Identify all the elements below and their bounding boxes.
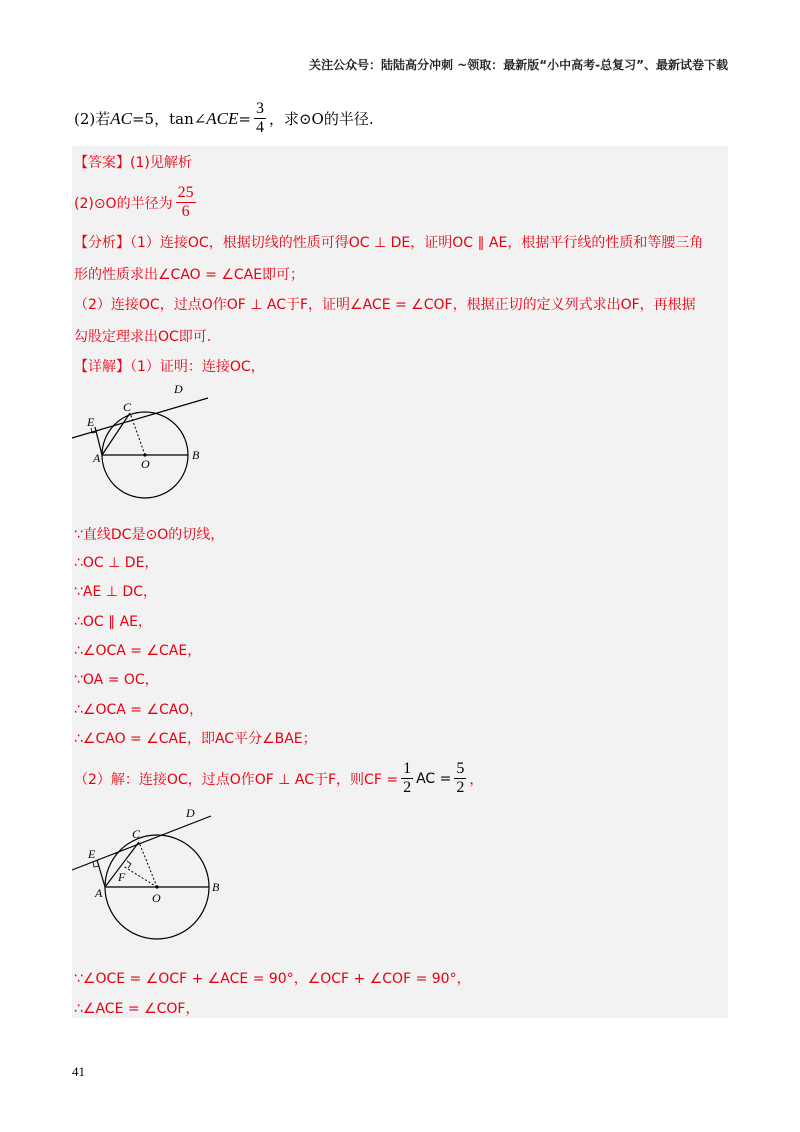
analysis-line-2: 形的性质求出∠CAO = ∠CAE即可； (74, 267, 305, 283)
fraction-numerator: 3 (255, 100, 264, 117)
detail-step-2: ∴OC ⊥ DE， (74, 555, 159, 571)
label-b-2: B (212, 880, 220, 894)
label-o: O (141, 457, 150, 471)
segment-of (123, 866, 157, 887)
detail-step-1: ∵直线DC是⊙O的切线， (74, 527, 225, 543)
label-f-2: F (118, 870, 126, 884)
analysis-line-3: （2）连接OC，过点O作OF ⊥ AC于F，证明∠ACE = ∠COF，根据正切的定义列式求出OF，再根据 (74, 297, 696, 313)
analysis-line-4: 勾股定理求出OC即可. (74, 329, 212, 345)
label-d-2: D (186, 806, 195, 820)
detail-part2-fraction-1-denominator: 2 (403, 779, 412, 796)
answer-fraction-denominator: 6 (181, 203, 190, 220)
detail-part2-step-2: ∴∠ACE = ∠COF， (74, 1001, 200, 1017)
center-point-2 (155, 885, 158, 888)
label-c: C (123, 400, 132, 414)
detail-part2-prefix: （2）解：连接OC，过点O作OF ⊥ AC于F，则CF = (74, 771, 399, 788)
label-c-2: C (132, 827, 141, 841)
label-b: B (192, 448, 200, 462)
question-prefix: (2)若 (74, 110, 111, 128)
detail-part2-fraction-2-numerator: 5 (456, 760, 465, 777)
geometry-figure-2 (68, 804, 228, 952)
detail-step-3: ∵AE ⊥ DC， (74, 584, 157, 600)
answer-part2 (74, 184, 199, 221)
segment-ac (102, 413, 130, 455)
question-eq5: =5，tan∠ (131, 110, 207, 128)
detail-part2-end: ， (469, 771, 484, 788)
detail-part2-fraction-2-denominator: 2 (456, 779, 465, 796)
question-suffix: ，求⊙O的半径. (268, 110, 374, 128)
question-ac: AC (110, 108, 132, 128)
label-e-2: E (88, 847, 96, 861)
question-fraction (254, 100, 266, 137)
detail-part2-fraction-1-numerator: 1 (403, 760, 412, 777)
answer-part2-prefix: (2)⊙O的半径为 (74, 195, 173, 212)
page-number: 41 (72, 1064, 85, 1079)
segment-ae-2 (97, 860, 105, 887)
label-d: D (174, 382, 183, 396)
detail-part2-step-1: ∵∠OCE = ∠OCF + ∠ACE = 90°，∠OCF + ∠COF = 90°， (74, 971, 471, 987)
detail-step-6: ∵OA = OC， (74, 672, 159, 688)
detail-part2-fraction-1 (401, 760, 413, 797)
label-o-2: O (152, 891, 161, 905)
answer-fraction-numerator: 25 (177, 184, 194, 201)
detail-step-8: ∴∠CAO = ∠CAE，即AC平分∠BAE； (74, 731, 317, 747)
geometry-figure-1 (68, 382, 228, 506)
right-angle-mark-f (127, 861, 131, 868)
label-a: A (93, 451, 101, 465)
analysis-line-1: 【分析】（1）连接OC，根据切线的性质可得OC ⊥ DE，证明OC ∥ AE，根据平行线的性质和等腰三角 (74, 235, 704, 251)
question-eq: = (238, 109, 251, 128)
detail-part2-mid: AC = (416, 770, 452, 787)
tangent-line-de-2 (72, 816, 211, 870)
detail-line-1: 【详解】（1）证明：连接OC， (74, 359, 265, 375)
detail-step-4: ∴OC ∥ AE， (74, 614, 153, 630)
detail-step-7: ∴∠OCA = ∠CAO， (74, 702, 204, 718)
segment-oc-2 (139, 842, 157, 887)
detail-step-5: ∴∠OCA = ∠CAE， (74, 643, 202, 659)
detail-part2-line (74, 760, 483, 797)
detail-part2-fraction-2 (454, 760, 466, 797)
label-a-2: A (95, 886, 103, 900)
label-e: E (87, 415, 95, 429)
page-header: 关注公众号：陆陆高分冲刺 ~领取：最新版“小中高考-总复习”、最新试卷下载 (309, 58, 728, 72)
fraction-denominator: 4 (255, 119, 264, 136)
answer-fraction (176, 184, 196, 221)
answer-tag: 【答案】(1)见解析 (74, 155, 192, 171)
question-ace: ACE (206, 108, 239, 128)
question-line (74, 100, 374, 137)
